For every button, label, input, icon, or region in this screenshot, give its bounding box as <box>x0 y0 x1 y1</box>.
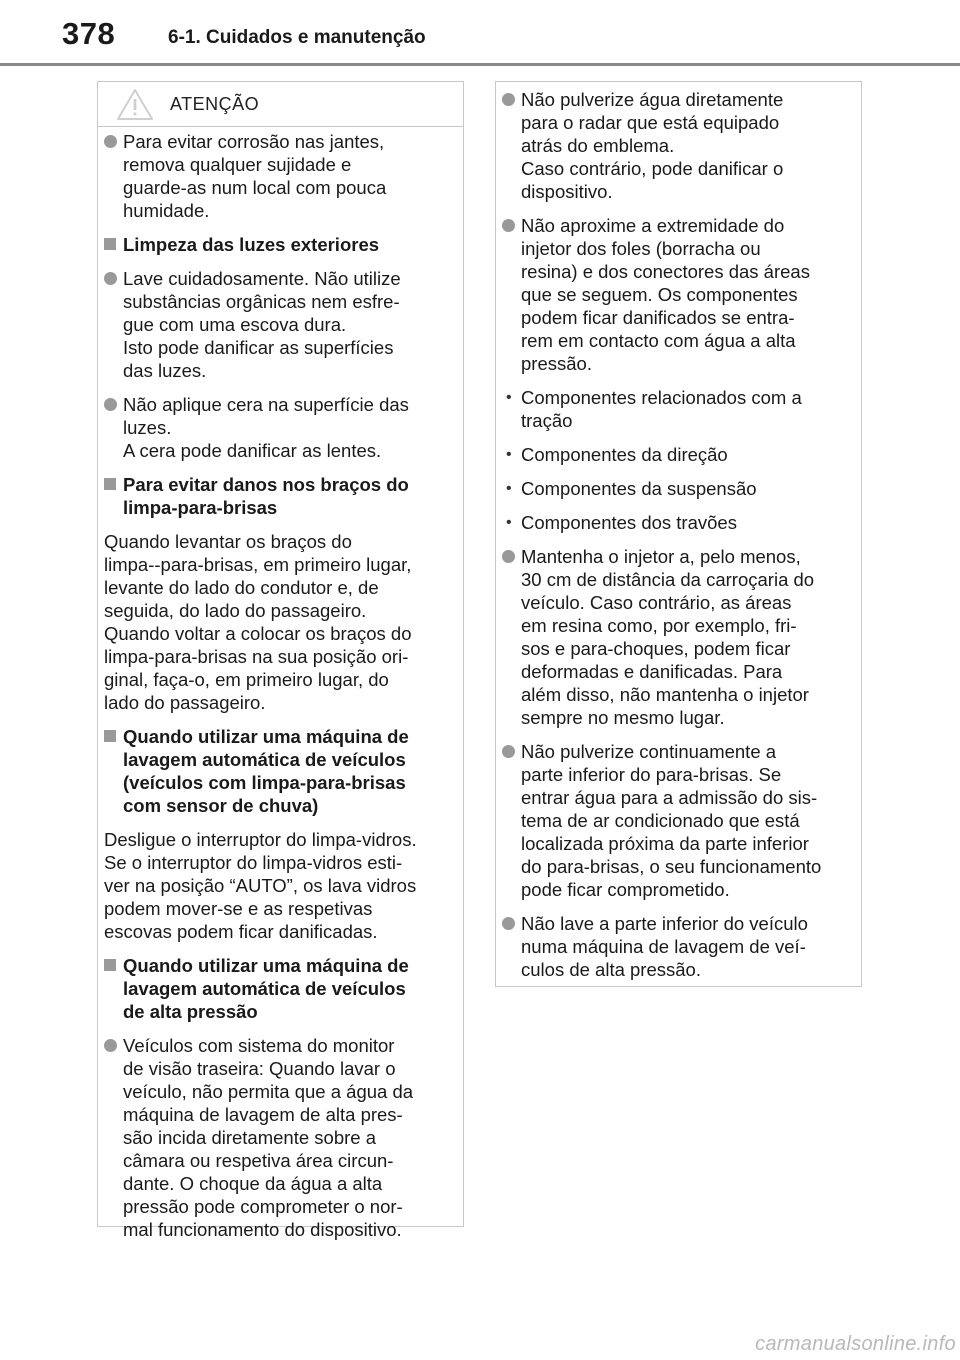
sub-list-item: • Componentes da direção <box>502 443 853 466</box>
subheading: Para evitar danos nos braços do limpa-para-brisas <box>104 473 455 519</box>
watermark: carmanualsonline.info <box>755 1333 956 1355</box>
paragraph: Quando levantar os braços do limpa--para-brisas, em primeiro lugar, levante do lado do condutor e, de seguida, do lado do passageiro. Quando voltar a colocar os braços do limpa-para-brisas na sua posição ori- ginal, faça-o, em primeiro lugar, do lado do passageiro. <box>104 531 412 713</box>
sub-list-item: • Componentes relacionados com a tração <box>502 386 853 432</box>
subheading: Quando utilizar uma máquina de lavagem automática de veículos de alta pressão <box>104 954 455 1023</box>
subheading: Quando utilizar uma máquina de lavagem automática de veículos (veículos com limpa-para-brisas com sensor de chuva) <box>104 725 455 817</box>
header-rule <box>0 63 960 66</box>
paragraph: Desligue o interruptor do limpa-vidros. Se o interruptor do limpa-vidros esti- ver na posição “AUTO”, os lava vidros podem mover-se e as respetivas escovas podem ficar danificadas. <box>104 829 417 942</box>
list-item: Mantenha o injetor a, pelo menos, 30 cm de distância da carroçaria do veículo. Caso contrário, as áreas em resina como, por exemplo, fri- sos e para-choques, podem ficar deformadas e danificadas. Para além disso, não mantenha o injetor sempre no mesmo lugar. <box>502 545 853 729</box>
subheading: Limpeza das luzes exteriores <box>104 233 455 256</box>
sub-list-item: • Componentes da suspensão <box>502 477 853 500</box>
list-item: Não aproxime a extremidade do injetor dos foles (borracha ou resina) e dos conectores das áreas que se seguem. Os componentes podem ficar danificados se entra- rem em contacto com água a alta pressão. <box>502 214 853 375</box>
sub-list-item: • Componentes dos travões <box>502 511 853 534</box>
warning-triangle-icon <box>116 88 154 121</box>
list-item: Para evitar corrosão nas jantes, remova qualquer sujidade e guarde-as num local com pouca humidade. <box>104 130 455 222</box>
warning-content-left <box>98 127 463 1241</box>
warning-box-left <box>97 81 464 1240</box>
list-item: Lave cuidadosamente. Não utilize substâncias orgânicas nem esfre- gue com uma escova dura. Isto pode danificar as superfícies das luzes. <box>104 267 455 382</box>
page-number: 378 <box>62 16 116 51</box>
warning-box-header <box>98 82 463 127</box>
list-item: Veículos com sistema do monitor de visão traseira: Quando lavar o veículo, não permita que a água da máquina de lavagem de alta pres- são incida diretamente sobre a câmara ou respetiva área circun- dante. O choque da água a alta pressão pode comprometer o nor- mal funcionamento do dispositivo. <box>104 1034 455 1241</box>
list-item: Não aplique cera na superfície das luzes. A cera pode danificar as lentes. <box>104 393 455 462</box>
page-header <box>0 0 960 66</box>
list-item: Não lave a parte inferior do veículo numa máquina de lavagem de veí- culos de alta pressão. <box>502 912 853 981</box>
warning-content-right <box>496 82 861 981</box>
warning-box-right <box>495 81 862 987</box>
list-item: Não pulverize água diretamente para o radar que está equipado atrás do emblema. Caso contrário, pode danificar o dispositivo. <box>502 88 853 203</box>
section-title: 6-1. Cuidados e manutenção <box>168 27 426 48</box>
warning-title: ATENÇÃO <box>170 94 260 114</box>
list-item: Não pulverize continuamente a parte inferior do para-brisas. Se entrar água para a admissão do sis- tema de ar condicionado que está localizada próxima da parte inferior do para-brisas, o seu funcionamento pode ficar comprometido. <box>502 740 853 901</box>
